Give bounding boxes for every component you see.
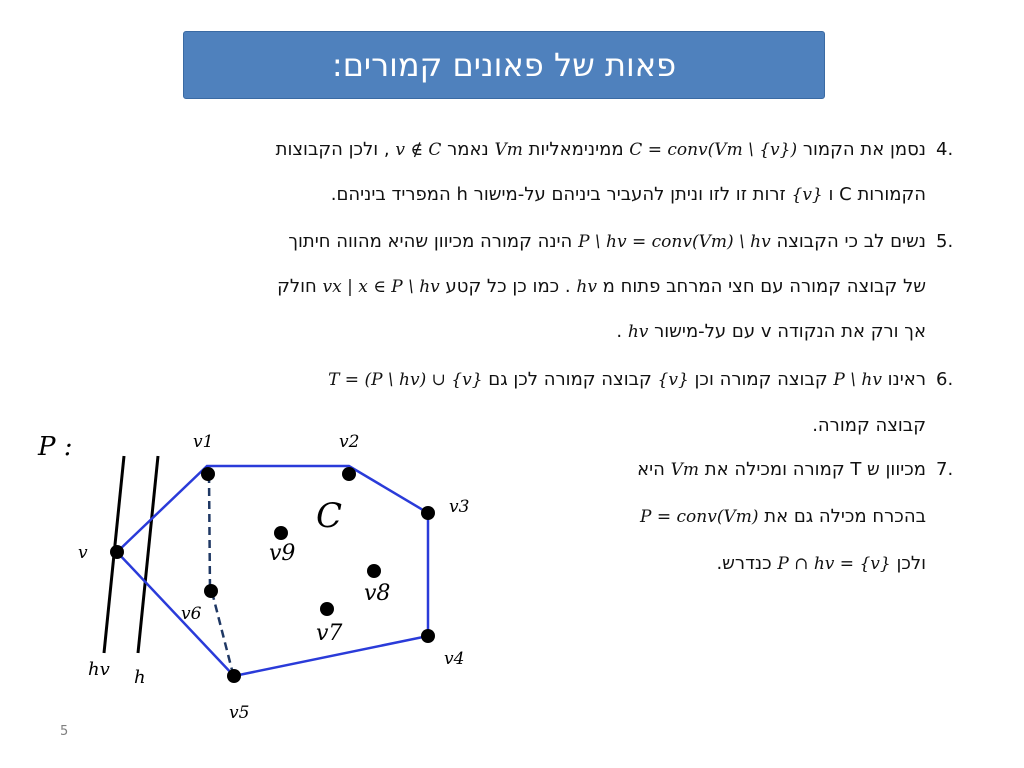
item-number-4: 4. <box>936 139 954 160</box>
dashed-segment <box>209 475 210 591</box>
vertex-label: v1 <box>193 432 214 452</box>
vertex-v <box>110 545 124 559</box>
point-v7 <box>320 602 334 616</box>
vertex-label: v3 <box>449 497 470 517</box>
convex-polygon <box>117 466 428 676</box>
math-formula: v ∉ C <box>395 140 442 160</box>
text-segment: קבוצה קמורה. <box>812 415 926 436</box>
math-formula: P \ hv <box>833 370 882 390</box>
math-formula: Vm <box>670 460 700 480</box>
point-v9 <box>274 526 288 540</box>
math-formula: {v} <box>657 370 689 390</box>
text-segment: הינה קמורה מכיוון שהיא מהווה חיתוך <box>288 231 573 252</box>
text-segment: בהכרח מכילה גם את <box>764 506 926 527</box>
text-segment: של קבוצה קמורה עם חצי המרחב פתוח מ <box>602 276 926 297</box>
vertex-v6 <box>204 584 218 598</box>
text-segment: נאמר <box>447 139 489 160</box>
line-label-h: h <box>134 667 146 688</box>
text-segment: . כמו כן כל קטע <box>445 276 571 297</box>
vertex-label: v2 <box>339 432 360 452</box>
vertex-label: v6 <box>181 604 202 624</box>
text-segment: . <box>616 321 623 342</box>
dashed-segment <box>212 592 233 674</box>
point-label: v7 <box>316 621 343 646</box>
text-segment: קבוצה קמורה וכן <box>694 369 828 390</box>
text-segment: הקמורות C ו <box>828 184 926 205</box>
vertex-v4 <box>421 629 435 643</box>
slide-number: 5 <box>60 724 69 739</box>
math-formula: P ∩ hv = {v} <box>777 554 891 574</box>
line-label-hv: hv <box>88 659 110 680</box>
point-label: v8 <box>364 581 391 606</box>
text-segment: ראינו <box>887 369 926 390</box>
vertex-v2 <box>342 467 356 481</box>
vertex-v3 <box>421 506 435 520</box>
math-formula: T = (P \ hv) ∪ {v} <box>328 370 483 390</box>
vertex-v5 <box>227 669 241 683</box>
slide-title: פאות של פאונים קמורים: <box>331 46 677 84</box>
math-formula: C = conv(Vm \ {v}) <box>629 140 798 160</box>
region-label: C <box>316 496 343 536</box>
math-formula: hv <box>627 322 649 342</box>
text-segment: זרות זו לזו וניתן להעביר ביניהם על-מישור h המפריד ביניהם. <box>330 184 786 205</box>
item-number-5: 5. <box>936 231 954 252</box>
math-formula: P = conv(Vm) <box>640 507 759 527</box>
text-segment: ממינימאליות <box>528 139 624 160</box>
vertex-label: v5 <box>229 703 250 723</box>
vertex-label: v <box>78 543 88 563</box>
text-segment: מכיוון ש T קמורה ומכילה את <box>704 459 926 480</box>
math-formula: Vm <box>494 140 523 160</box>
math-formula: vx | x ∈ P \ hv <box>322 277 440 297</box>
math-formula: hv <box>576 277 597 297</box>
point-label: v9 <box>269 541 296 566</box>
text-segment: ולכן <box>896 553 926 574</box>
point-v8 <box>367 564 381 578</box>
text-segment: , ולכן הקבוצות <box>275 139 390 160</box>
text-segment: אך ורק את הנקודה v עם על-מישור <box>654 321 926 342</box>
item-number-6: 6. <box>936 369 954 390</box>
line-h <box>138 456 158 653</box>
set-label: P : <box>38 432 73 462</box>
math-formula: P \ hv = conv(Vm) \ hv <box>578 232 771 252</box>
vertex-v1 <box>201 467 215 481</box>
math-formula: {v} <box>791 185 823 205</box>
text-segment: נסמן את הקמור <box>802 139 926 160</box>
text-segment: קבוצה קמורה לכן גם <box>488 369 652 390</box>
text-segment: נשים לב כי הקבוצה <box>776 231 926 252</box>
text-segment: היא <box>637 459 665 480</box>
item-number-7: 7. <box>936 459 954 480</box>
text-segment: חולק <box>277 276 317 297</box>
text-segment: כנדרש. <box>716 553 772 574</box>
vertex-label: v4 <box>444 649 465 669</box>
